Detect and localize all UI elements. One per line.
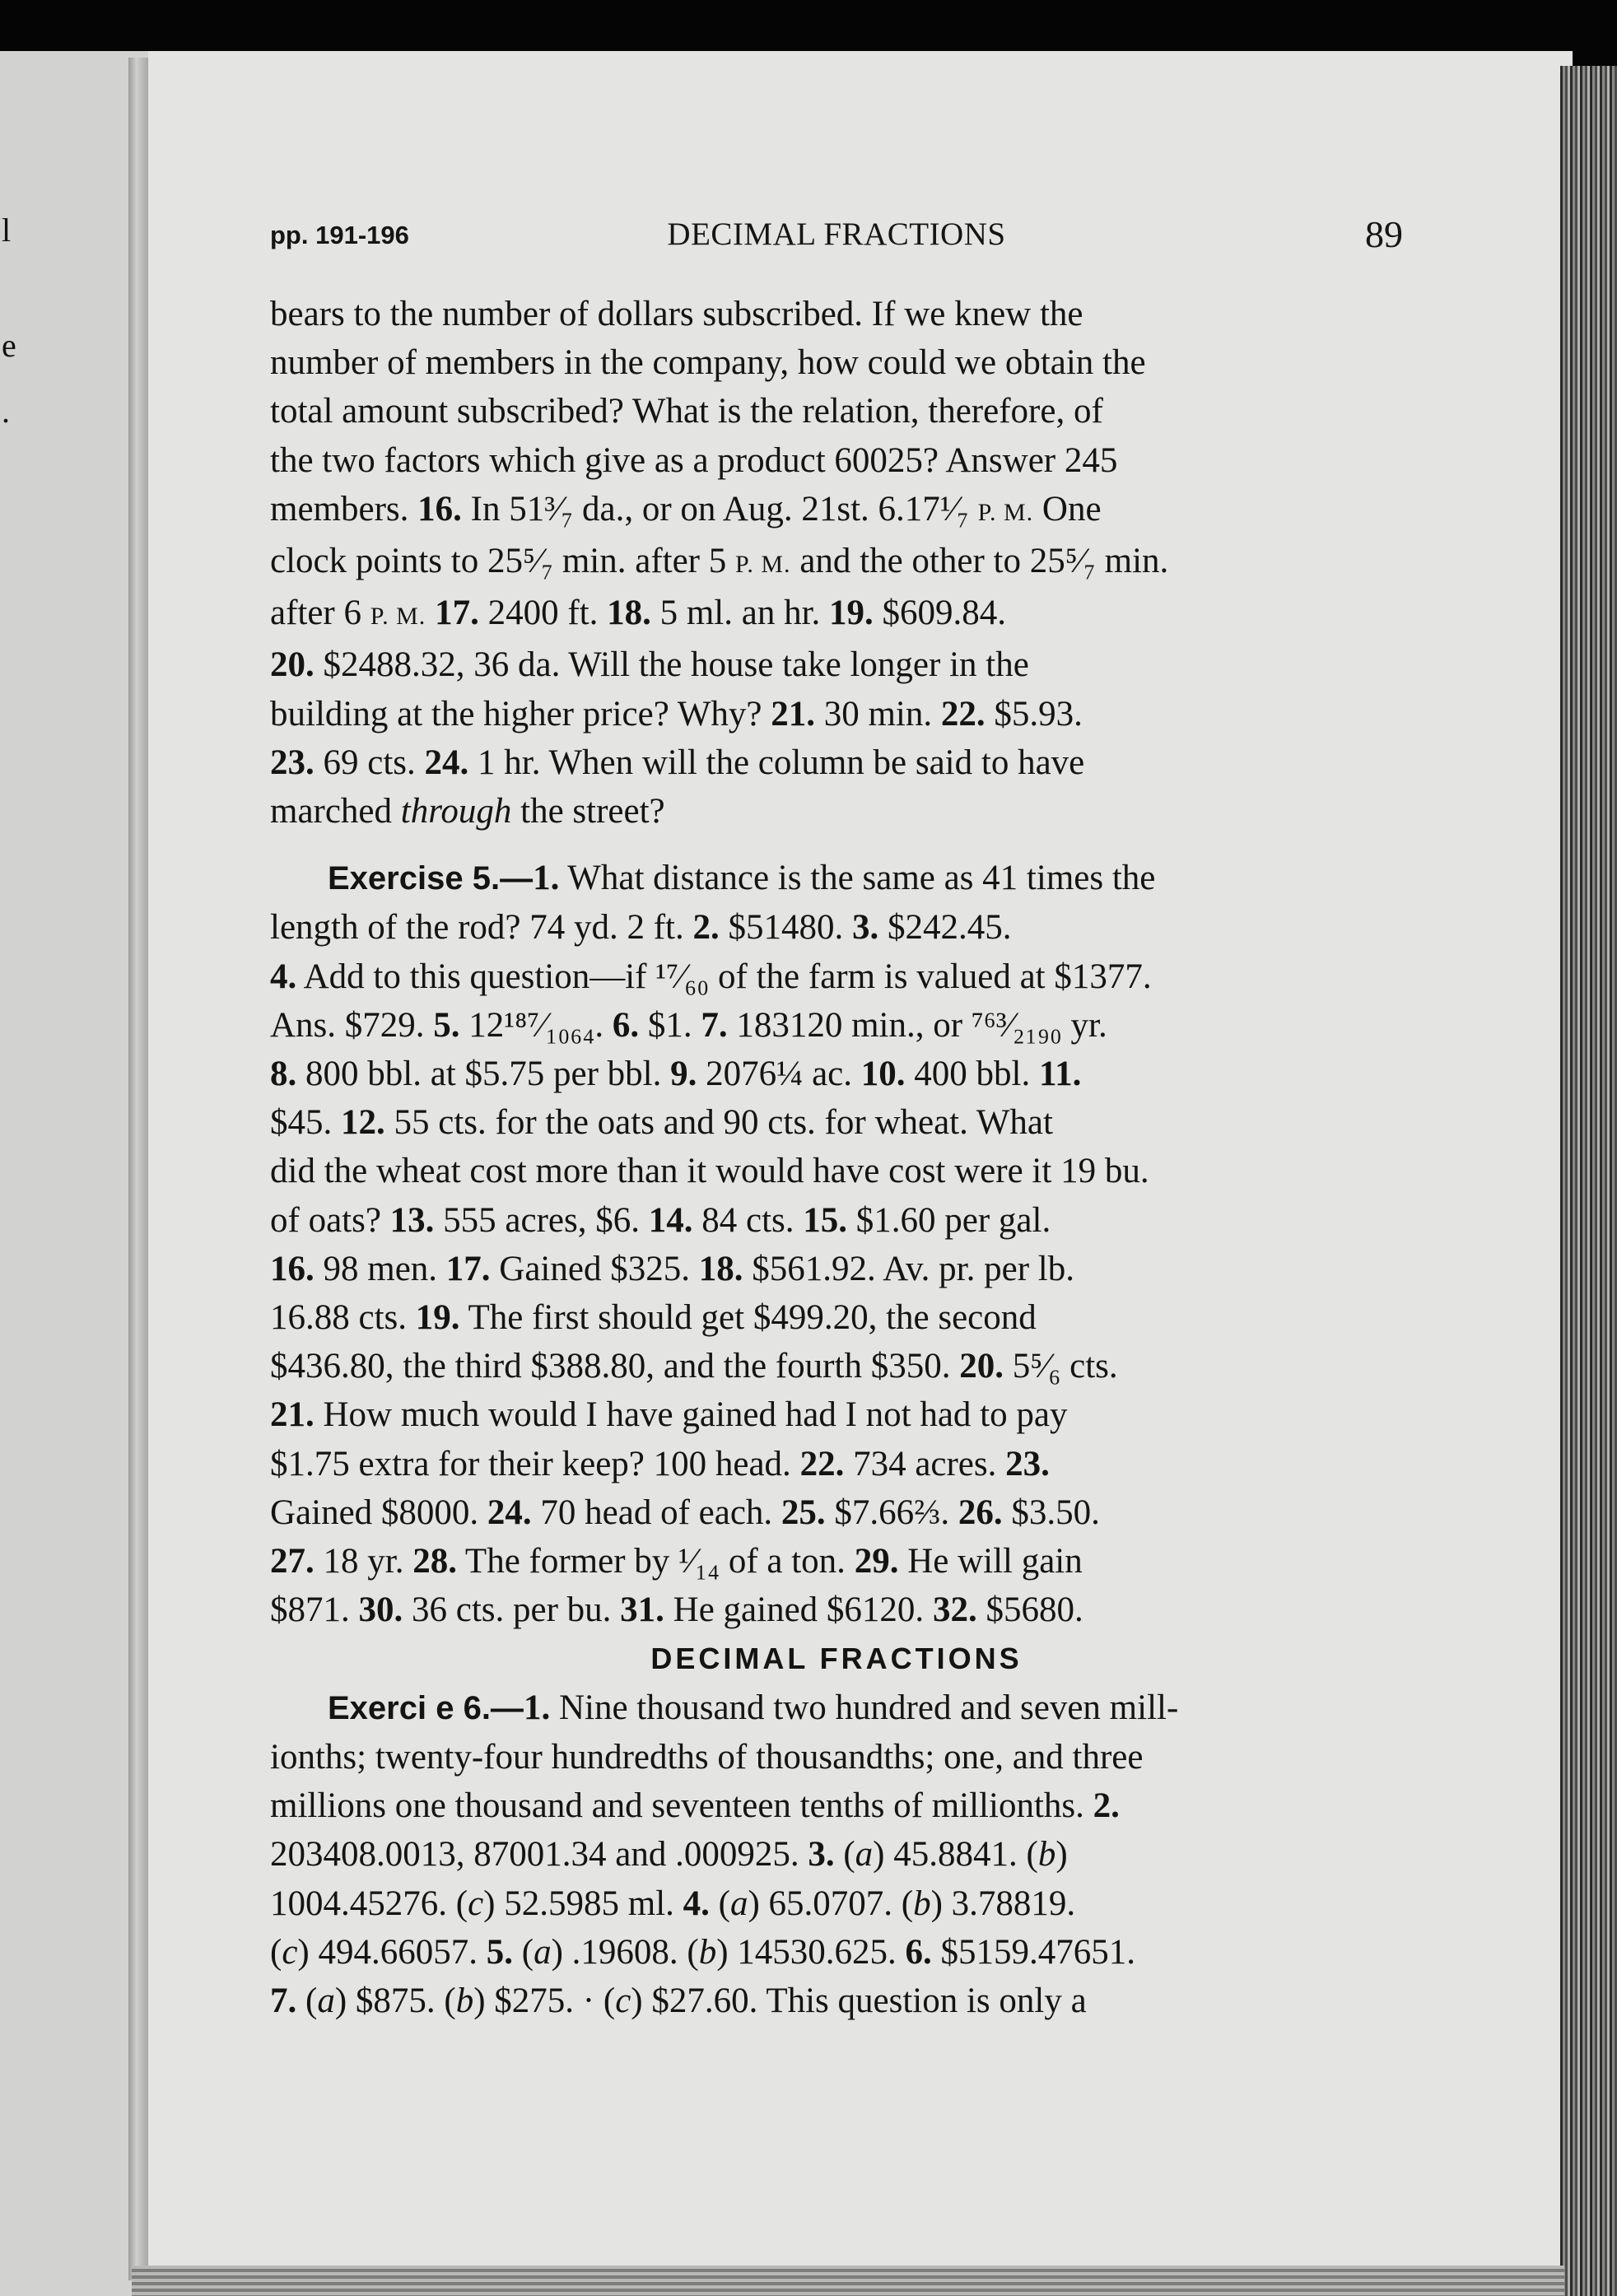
text-run: (	[270, 1932, 282, 1972]
answer-number: 26.	[958, 1493, 1003, 1532]
text-run: 800 bbl. at $5.75 per bbl.	[296, 1055, 671, 1094]
text-run: 98 men.	[314, 1249, 446, 1288]
time-abbrev: P. M.	[735, 551, 791, 579]
answer-number: 7.	[701, 1005, 728, 1045]
text-run: length of the rod? 74 yd. 2 ft.	[270, 908, 693, 948]
text-line	[270, 854, 1403, 903]
italic-text: b	[455, 1981, 474, 2020]
text-line	[270, 1684, 1403, 1733]
answer-number: 21.	[270, 1395, 315, 1435]
text-line	[270, 338, 1403, 387]
answer-number: 24.	[424, 743, 469, 782]
answer-number: 23.	[270, 743, 315, 782]
text-line	[270, 1586, 1403, 1634]
text-run: $436.80, the third $388.80, and the fourth $350.	[270, 1347, 960, 1386]
italic-text: a	[729, 1884, 748, 1923]
text-line	[270, 1001, 1403, 1050]
text-line	[270, 1245, 1403, 1293]
answer-number: 25.	[781, 1493, 826, 1532]
text-line	[270, 1537, 1403, 1586]
answer-number: 9.	[670, 1055, 697, 1094]
answer-number: 12.	[341, 1103, 385, 1143]
text-run: building at the higher price? Why?	[270, 694, 771, 734]
text-run	[426, 594, 435, 632]
text-run: 2400 ft.	[478, 594, 608, 633]
text-line	[270, 436, 1403, 485]
answer-number: 16.	[417, 489, 462, 529]
text-line	[270, 1196, 1403, 1245]
answer-number: 6.	[612, 1005, 640, 1045]
answer-number: 2.	[1093, 1786, 1120, 1826]
italic-text: c	[468, 1884, 484, 1923]
text-run: ) $875. (	[334, 1981, 456, 2020]
answer-number: 17.	[435, 594, 479, 633]
answer-number: 32.	[932, 1590, 977, 1630]
text-run: clock points to 25⁵⁄₇ min. after 5	[270, 542, 736, 581]
text-run: 12¹⁸⁷⁄₁₀₆₄.	[459, 1005, 613, 1045]
text-run: 84 cts.	[692, 1200, 804, 1240]
answer-number: 4.	[270, 957, 297, 996]
answer-number: 15.	[803, 1200, 848, 1240]
text-run: One	[1033, 489, 1102, 529]
text-run: ) .19608. (	[551, 1932, 699, 1972]
text-run: $5.93.	[985, 694, 1083, 734]
text-run: Gained $8000.	[270, 1493, 487, 1532]
text-run: 55 cts. for the oats and 90 cts. for wheat. What	[384, 1103, 1053, 1143]
text-run: )	[1055, 1835, 1068, 1875]
margin-mark: .	[2, 393, 10, 430]
exercise-label: Exerci e 6.—	[328, 1689, 524, 1726]
italic-text: b	[913, 1884, 931, 1923]
text-run: (	[296, 1981, 318, 2020]
answer-number: 14.	[648, 1200, 693, 1240]
text-run: 183120 min., or ⁷⁶³⁄₂₁₉₀ yr.	[727, 1005, 1107, 1045]
italic-text: a	[534, 1932, 552, 1972]
answer-number: 22.	[799, 1444, 845, 1483]
text-line	[270, 787, 1403, 836]
answer-number: 7.	[270, 1981, 297, 2020]
text-line	[270, 738, 1403, 787]
italic-text: a	[855, 1835, 874, 1875]
text-run: $3.50.	[1002, 1493, 1100, 1532]
text-run: $1.75 extra for their keep? 100 head.	[270, 1444, 800, 1483]
italic-text: a	[317, 1981, 335, 2020]
text-line	[270, 1147, 1403, 1195]
answer-number: 5.	[433, 1005, 460, 1045]
text-run: $1.60 per gal.	[847, 1200, 1051, 1240]
answer-number: 3.	[852, 908, 879, 948]
text-run: the two factors which give as a product 60025? Answer 245	[270, 440, 1118, 480]
text-run: 1004.45276. (	[270, 1884, 468, 1923]
text-run: 555 acres, $6.	[434, 1200, 649, 1240]
answer-number: 30.	[358, 1590, 403, 1630]
text-run: $5159.47651.	[931, 1932, 1136, 1972]
text-run: 1 hr. When will the column be said to have	[468, 743, 1085, 782]
answer-number: 22.	[940, 694, 986, 734]
italic-text: through	[400, 792, 512, 831]
answer-number: 31.	[620, 1590, 664, 1630]
text-line	[270, 952, 1403, 1001]
exercise-label: Exercise 5.—	[328, 860, 534, 897]
answer-number: 3.	[808, 1835, 835, 1875]
text-run: members.	[270, 489, 418, 529]
text-run: total amount subscribed? What is the relation, therefore, of	[270, 392, 1103, 431]
text-run: $7.66⅔.	[825, 1493, 958, 1532]
text-run: ionths; twenty-four hundredths of thousandths; one, and three	[270, 1737, 1144, 1777]
text-line	[270, 1733, 1403, 1781]
text-line	[270, 537, 1403, 589]
text-run: 734 acres.	[844, 1444, 1006, 1483]
text-run: $51480.	[719, 908, 853, 948]
text-run: 2076¼ ac.	[697, 1055, 861, 1094]
text-run: 70 head of each.	[531, 1493, 781, 1532]
chapter-title: DECIMAL FRACTIONS	[667, 217, 1006, 252]
text-run: 16.88 cts.	[270, 1298, 416, 1338]
text-line	[270, 903, 1403, 952]
italic-text: c	[282, 1932, 298, 1972]
section-heading: DECIMAL FRACTIONS	[650, 1642, 1023, 1676]
text-run: millions one thousand and seventeen tenths of millionths.	[270, 1786, 1093, 1826]
facing-page-margin-marks	[2, 214, 16, 428]
facing-page-edge	[0, 51, 148, 2296]
text-run: did the wheat cost more than it would have cost were it 19 bu.	[270, 1152, 1149, 1191]
text-run: In 51³⁄₇ da., or on Aug. 21st. 6.17¹⁄₇	[461, 489, 978, 529]
text-run: ) 45.8841. (	[873, 1835, 1038, 1875]
text-run: The former by ¹⁄₁₄ of a ton.	[456, 1542, 855, 1581]
answer-number: 8.	[270, 1055, 297, 1094]
text-line	[270, 1488, 1403, 1537]
text-run: of oats?	[270, 1200, 390, 1240]
margin-mark: e	[2, 327, 16, 364]
page-number: 89	[1365, 213, 1403, 255]
text-run: Ans. $729.	[270, 1005, 434, 1045]
time-abbrev: P. M.	[370, 603, 426, 631]
text-run: (	[709, 1884, 730, 1923]
answer-number: 19.	[415, 1298, 460, 1338]
answer-number: 2.	[692, 908, 720, 948]
text-run: the street?	[511, 792, 665, 831]
answer-number: 6.	[905, 1932, 932, 1972]
text-run: ) 3.78819.	[930, 1884, 1076, 1923]
text-run: 69 cts.	[314, 743, 425, 782]
text-line	[270, 640, 1403, 689]
answer-number: 20.	[270, 645, 315, 685]
text-run: 36 cts. per bu.	[403, 1590, 621, 1630]
text-run: marched	[270, 792, 401, 831]
text-run: The first should get $499.20, the second	[459, 1298, 1037, 1338]
italic-text: c	[615, 1981, 631, 2020]
text-run: (	[834, 1835, 855, 1875]
text-run: number of members in the company, how could we obtain the	[270, 343, 1146, 383]
text-line	[270, 1977, 1403, 2025]
text-run: $2488.32, 36 da. Will the house take longer in the	[314, 645, 1029, 685]
answer-number: 23.	[1005, 1444, 1050, 1483]
italic-text: b	[1037, 1835, 1056, 1875]
text-run: He will gain	[898, 1542, 1083, 1581]
text-run: 203408.0013, 87001.34 and .000925.	[270, 1835, 808, 1875]
text-line	[270, 1440, 1403, 1488]
answer-number: 18.	[607, 594, 651, 633]
text-run: bears to the number of dollars subscribed. If we knew the	[270, 295, 1083, 333]
text-run: ) $275. · (	[473, 1981, 616, 2020]
answer-number: 20.	[959, 1347, 1004, 1386]
answer-number: 19.	[829, 594, 874, 633]
answer-number: 29.	[854, 1542, 899, 1581]
answer-number: 11.	[1038, 1055, 1082, 1094]
answers-text	[270, 290, 1403, 2025]
text-run: 5⁵⁄₆ cts.	[1003, 1347, 1118, 1386]
text-run: $45.	[270, 1103, 341, 1143]
text-run: Nine thousand two hundred and seven mill-	[550, 1688, 1179, 1727]
margin-mark: l	[2, 212, 12, 249]
text-line	[270, 1781, 1403, 1830]
text-run: 18 yr.	[314, 1542, 413, 1581]
answer-number: 13.	[389, 1200, 435, 1240]
text-run: 400 bbl.	[905, 1055, 1039, 1094]
text-run: 30 min.	[814, 694, 941, 734]
page-bottom-edge	[132, 2266, 1564, 2296]
text-run: after 6	[270, 594, 370, 633]
text-line	[270, 485, 1403, 537]
text-line	[270, 290, 1403, 338]
answer-number: 1.	[533, 859, 560, 898]
text-line	[270, 387, 1403, 435]
text-line	[270, 1830, 1403, 1879]
answer-number: 24.	[487, 1493, 532, 1532]
text-run: $871.	[270, 1590, 359, 1630]
text-line	[270, 1342, 1403, 1390]
answer-number: 5.	[486, 1932, 513, 1972]
text-line	[270, 1390, 1403, 1439]
text-run: and the other to 25⁵⁄₇ min.	[790, 542, 1169, 581]
page-stack-edge	[1560, 66, 1617, 2296]
page-range-ref: pp. 191-196	[270, 221, 409, 249]
text-run: He gained $6120.	[664, 1590, 933, 1630]
answer-number: 27.	[270, 1542, 315, 1581]
answer-number: 28.	[412, 1542, 457, 1581]
text-run: $1.	[639, 1005, 701, 1045]
italic-text: b	[698, 1932, 717, 1972]
answer-number: 1.	[523, 1688, 551, 1727]
text-run: ) $27.60. This question is only a	[631, 1981, 1087, 2020]
answer-number: 18.	[698, 1249, 743, 1288]
text-line	[270, 690, 1403, 738]
text-run: $5680.	[976, 1590, 1083, 1630]
text-run: 5 ml. an hr.	[650, 594, 830, 633]
text-line	[270, 589, 1403, 640]
text-line	[270, 1050, 1403, 1098]
text-run: What distance is the same as 41 times the	[559, 859, 1156, 898]
text-run: ) 65.0707. (	[748, 1884, 914, 1923]
text-run: ) 14530.625.	[716, 1932, 906, 1972]
text-line	[270, 1098, 1403, 1147]
text-run: Add to this question—if ¹⁷⁄₆₀ of the farm is valued at $1377.	[296, 957, 1152, 996]
text-run: $609.84.	[873, 594, 1007, 633]
text-run: $561.92. Av. pr. per lb.	[743, 1249, 1074, 1288]
answer-number: 21.	[771, 694, 815, 734]
running-head	[270, 212, 1403, 262]
answer-number: 16.	[270, 1249, 315, 1288]
text-run: (	[513, 1932, 534, 1972]
text-line	[270, 1293, 1403, 1342]
text-run: ) 494.66057.	[297, 1932, 487, 1972]
answer-number: 4.	[683, 1884, 710, 1923]
text-run: ) 52.5985 ml.	[483, 1884, 683, 1923]
text-run: $242.45.	[878, 908, 1012, 948]
answer-number: 17.	[445, 1249, 491, 1288]
text-run: Gained $325.	[490, 1249, 699, 1288]
text-run: How much would I have gained had I not had to pay	[314, 1395, 1068, 1435]
text-line	[270, 1928, 1403, 1977]
time-abbrev: P. M.	[977, 498, 1034, 526]
answer-number: 10.	[860, 1055, 906, 1094]
text-line	[270, 1879, 1403, 1928]
book-gutter	[128, 58, 148, 2280]
